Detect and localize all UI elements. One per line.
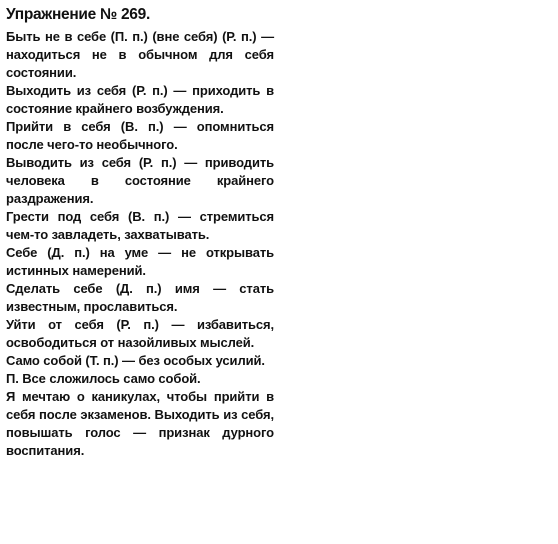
paragraph-uyti-ot-sebya: Уйти от себя (Р. п.) — избавиться, освободиться от назойливых мыслей. — [6, 317, 274, 350]
paragraph-priyti-v-sebya: Прийти в себя (В. п.) — опомниться после чего-то необычного. — [6, 119, 274, 152]
paragraph-sdelat-sebe-imya: Сделать себе (Д. п.) имя — стать известным, прославиться. — [6, 281, 274, 314]
exercise-page — [6, 4, 274, 460]
paragraph-example-sentence: П. Все сложилось само собой. — [6, 371, 201, 386]
paragraph-example-text: Я мечтаю о каникулах, чтобы прийти в себя после экзаменов. Выходить из себя, повышать голос — признак дурного воспитания. — [6, 389, 274, 458]
paragraph-vyvodit-iz-sebya: Выводить из себя (Р. п.) — приводить человека в состояние крайнего раздражения. — [6, 155, 274, 206]
paragraph-gresti-pod-sebya: Грести под себя (В. п.) — стремиться чем-то завладеть, захватывать. — [6, 209, 274, 242]
paragraph-vykhodit-iz-sebya: Выходить из себя (Р. п.) — приходить в состояние крайнего возбуждения. — [6, 83, 274, 116]
paragraph-samo-soboy: Само собой (Т. п.) — без особых усилий. — [6, 353, 265, 368]
paragraph-byt-ne-v-sebe: Быть не в себе (П. п.) (вне себя) (Р. п.) — находиться не в обычном для себя состоянии. — [6, 29, 274, 80]
paragraph-sebe-na-ume: Себе (Д. п.) на уме — не открывать истинных намерений. — [6, 245, 274, 278]
exercise-title: Упражнение № 269. — [6, 6, 150, 23]
